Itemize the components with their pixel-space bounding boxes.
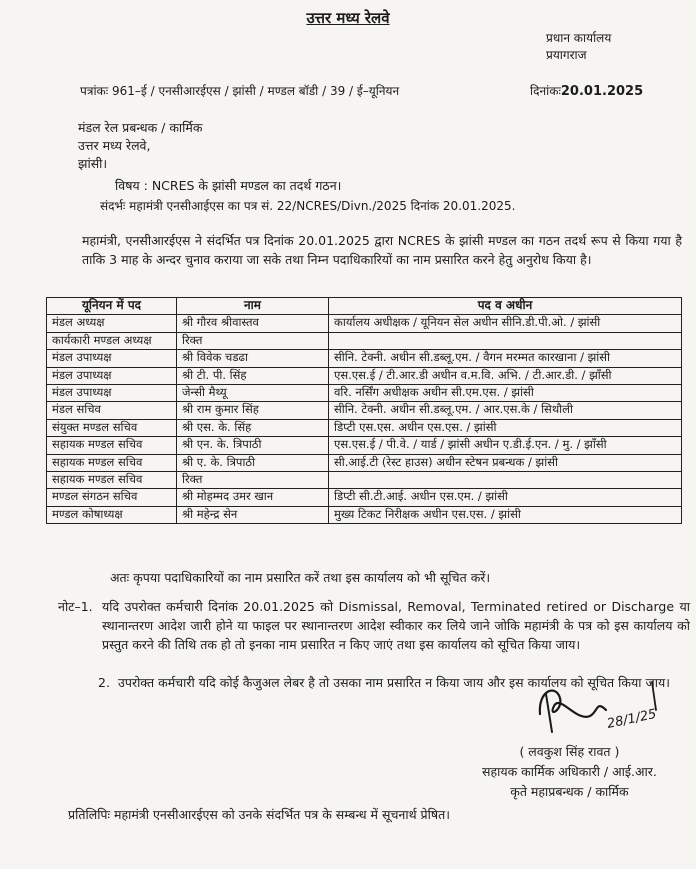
cell-name: जेन्सी मैथ्यू [177,384,329,401]
date-value: 20.01.2025 [560,84,644,99]
cell-name: श्री विवेक चडढा [177,350,329,367]
table-row [47,437,682,454]
office-bearers-table [46,297,682,524]
table-row [47,454,682,471]
letterhead-title: उत्तर मध्य रेलवे [306,9,390,27]
note-2-label: 2. [98,675,110,690]
cell-name: श्री एन. के. त्रिपाठी [177,437,329,454]
cell-post: मण्डल संगठन सचिव [47,489,177,506]
cell-post: मंडल अध्यक्ष [47,315,177,332]
cell-designation: एस.एस.ई / पी.वे. / यार्ड / झांसी अधीन ए.डी.ई.एन. / मु. / झाँसी [329,437,682,454]
note-1-text: यदि उपरोक्त कर्मचारी दिनांक 20.01.2025 को Dismissal, Removal, Terminated retired or Discharge या स्थानान्तरण आदेश जारी होने या फाइल पर स्थानान्तरण आदेश स्वीकार कर लिये जाने जोकि महामंत्री के पत्र को इस कार्यालय को प्रस्तुत करने की तिथि तक हो तो इनका नाम प्रसारित न किए जाएं तथा इस कार्यालय को सूचित किया जाय। [102,599,690,652]
body-paragraph: महामंत्री, एनसीआरईएस ने संदर्भित पत्र दिनांक 20.01.2025 द्वारा NCRES के झांसी मण्डल का गठन तदर्थ रूप से किया गया है ताकि 3 माह के अन्दर चुनाव कराया जा सके तथा निम्न पदाधिकारियों का नाम प्रसारित करने हेतु अनुरोध किया है। [82,233,682,267]
letter-reference-number: पत्रांकः 961–ई / एनसीआरईएस / झांसी / मण्डल बॉडी / 39 / ई–यूनियन [80,84,400,98]
cell-post: मंडल सचिव [47,402,177,419]
cell-post: मंडल उपाध्यक्ष [47,367,177,384]
cell-post: संयुक्त मण्डल सचिव [47,419,177,436]
cell-designation: डिप्टी सी.टी.आई. अधीन एस.एम. / झांसी [329,489,682,506]
cell-name: रिक्त [177,471,329,488]
office-line-2: प्रयागराज [546,48,587,62]
cell-name: रिक्त [177,332,329,349]
table-row [47,402,682,419]
table-row [47,489,682,506]
letter-date [530,82,643,99]
cell-name: श्री टी. पी. सिंह [177,367,329,384]
header-name: नाम [177,298,329,315]
recipient-line-1: मंडल रेल प्रबन्धक / कार्मिक [78,120,203,135]
cell-name: श्री एस. के. सिंह [177,419,329,436]
office-address [546,30,611,64]
cell-designation: एस.एस.ई / टी.आर.डी अधीन व.म.वि. अभि. / टी.आर.डी. / झाँसी [329,367,682,384]
cell-post: मण्डल कोषाध्यक्ष [47,506,177,523]
recipient-line-2: उत्तर मध्य रेलवे, [78,138,151,153]
handwritten-signature [536,670,686,745]
header-post: यूनियन में पद [47,298,177,315]
signature-date: 28/1/25 [605,706,658,732]
note-2-text: उपरोक्त कर्मचारी यदि कोई कैजुअल लेबर है तो उसका नाम प्रसारित न किया जाय और इस कार्यालय को सूचित किया जाय। [118,675,670,690]
cell-post: सहायक मण्डल सचिव [47,471,177,488]
table-row [47,471,682,488]
reference-line: संदर्भः महामंत्री एनसीआईएस का पत्र सं. 22/NCRES/Divn./2025 दिनांक 20.01.2025. [100,199,516,213]
office-line-1: प्रधान कार्यालय [546,31,612,45]
recipient-address [78,119,202,173]
request-line: अतः कृपया पदाधिकारियों का नाम प्रसारित करें तथा इस कार्यालय को भी सूचित करें। [110,570,491,585]
cell-post: सहायक मण्डल सचिव [47,454,177,471]
cell-designation [329,471,682,488]
table-row [47,506,682,523]
cell-designation: डिप्टी एस.एस. अधीन एस.एस. / झांसी [329,419,682,436]
signatory-block [482,742,657,802]
table-row [47,350,682,367]
cell-name: श्री ए. के. त्रिपाठी [177,454,329,471]
cell-designation: वरि. नर्सिंग अधीक्षक अधीन सी.एम.एस. / झांसी [329,384,682,401]
copy-to-line: प्रतिलिपिः महामंत्री एनसीआरईएस को उनके संदर्भित पत्र के सम्बन्ध में सूचनार्थ प्रेषित। [68,807,450,822]
cell-designation: सीनि. टेक्नी. अधीन सी.डब्लू.एम. / आर.एस.के / सिथौली [329,402,682,419]
cell-designation: मुख्य टिकट निरीक्षक अधीन एस.एस. / झांसी [329,506,682,523]
cell-name: श्री मोहम्मद उमर खान [177,489,329,506]
subject-line: विषय : NCRES के झांसी मण्डल का तदर्थ गठन। [115,178,342,193]
table-row [47,315,682,332]
cell-post: मंडल उपाध्यक्ष [47,350,177,367]
table-row [47,367,682,384]
table-header-row [47,298,682,315]
cell-post: मंडल उपाध्यक्ष [47,384,177,401]
cell-post: सहायक मण्डल सचिव [47,437,177,454]
signatory-for: कृते महाप्रबन्धक / कार्मिक [510,784,629,799]
recipient-line-3: झांसी। [78,156,108,171]
table-row [47,419,682,436]
cell-designation: सीनि. टेक्नी. अधीन सी.डब्लू.एम. / वैगन मरम्मत कारखाना / झांसी [329,350,682,367]
note-1 [58,597,690,654]
cell-designation: कार्यालय अधीक्षक / यूनियन सेल अधीन सीनि.डी.पी.ओ. / झांसी [329,315,682,332]
cell-designation [329,332,682,349]
cell-name: श्री गौरव श्रीवास्तव [177,315,329,332]
table-row [47,332,682,349]
cell-post: कार्यकारी मण्डल अध्यक्ष [47,332,177,349]
cell-designation: सी.आई.टी (रेस्ट हाउस) अधीन स्टेषन प्रबन्धक / झांसी [329,454,682,471]
signatory-title: सहायक कार्मिक अधिकारी / आई.आर. [482,764,657,779]
cell-name: श्री राम कुमार सिंह [177,402,329,419]
header-designation: पद व अधीन [329,298,682,315]
table-row [47,384,682,401]
date-label: दिनांकः [530,84,561,98]
cell-name: श्री महेन्द्र सेन [177,506,329,523]
signatory-name: ( लवकुश सिंह रावत ) [519,744,620,759]
note-1-label: नोट–1. [58,599,93,614]
